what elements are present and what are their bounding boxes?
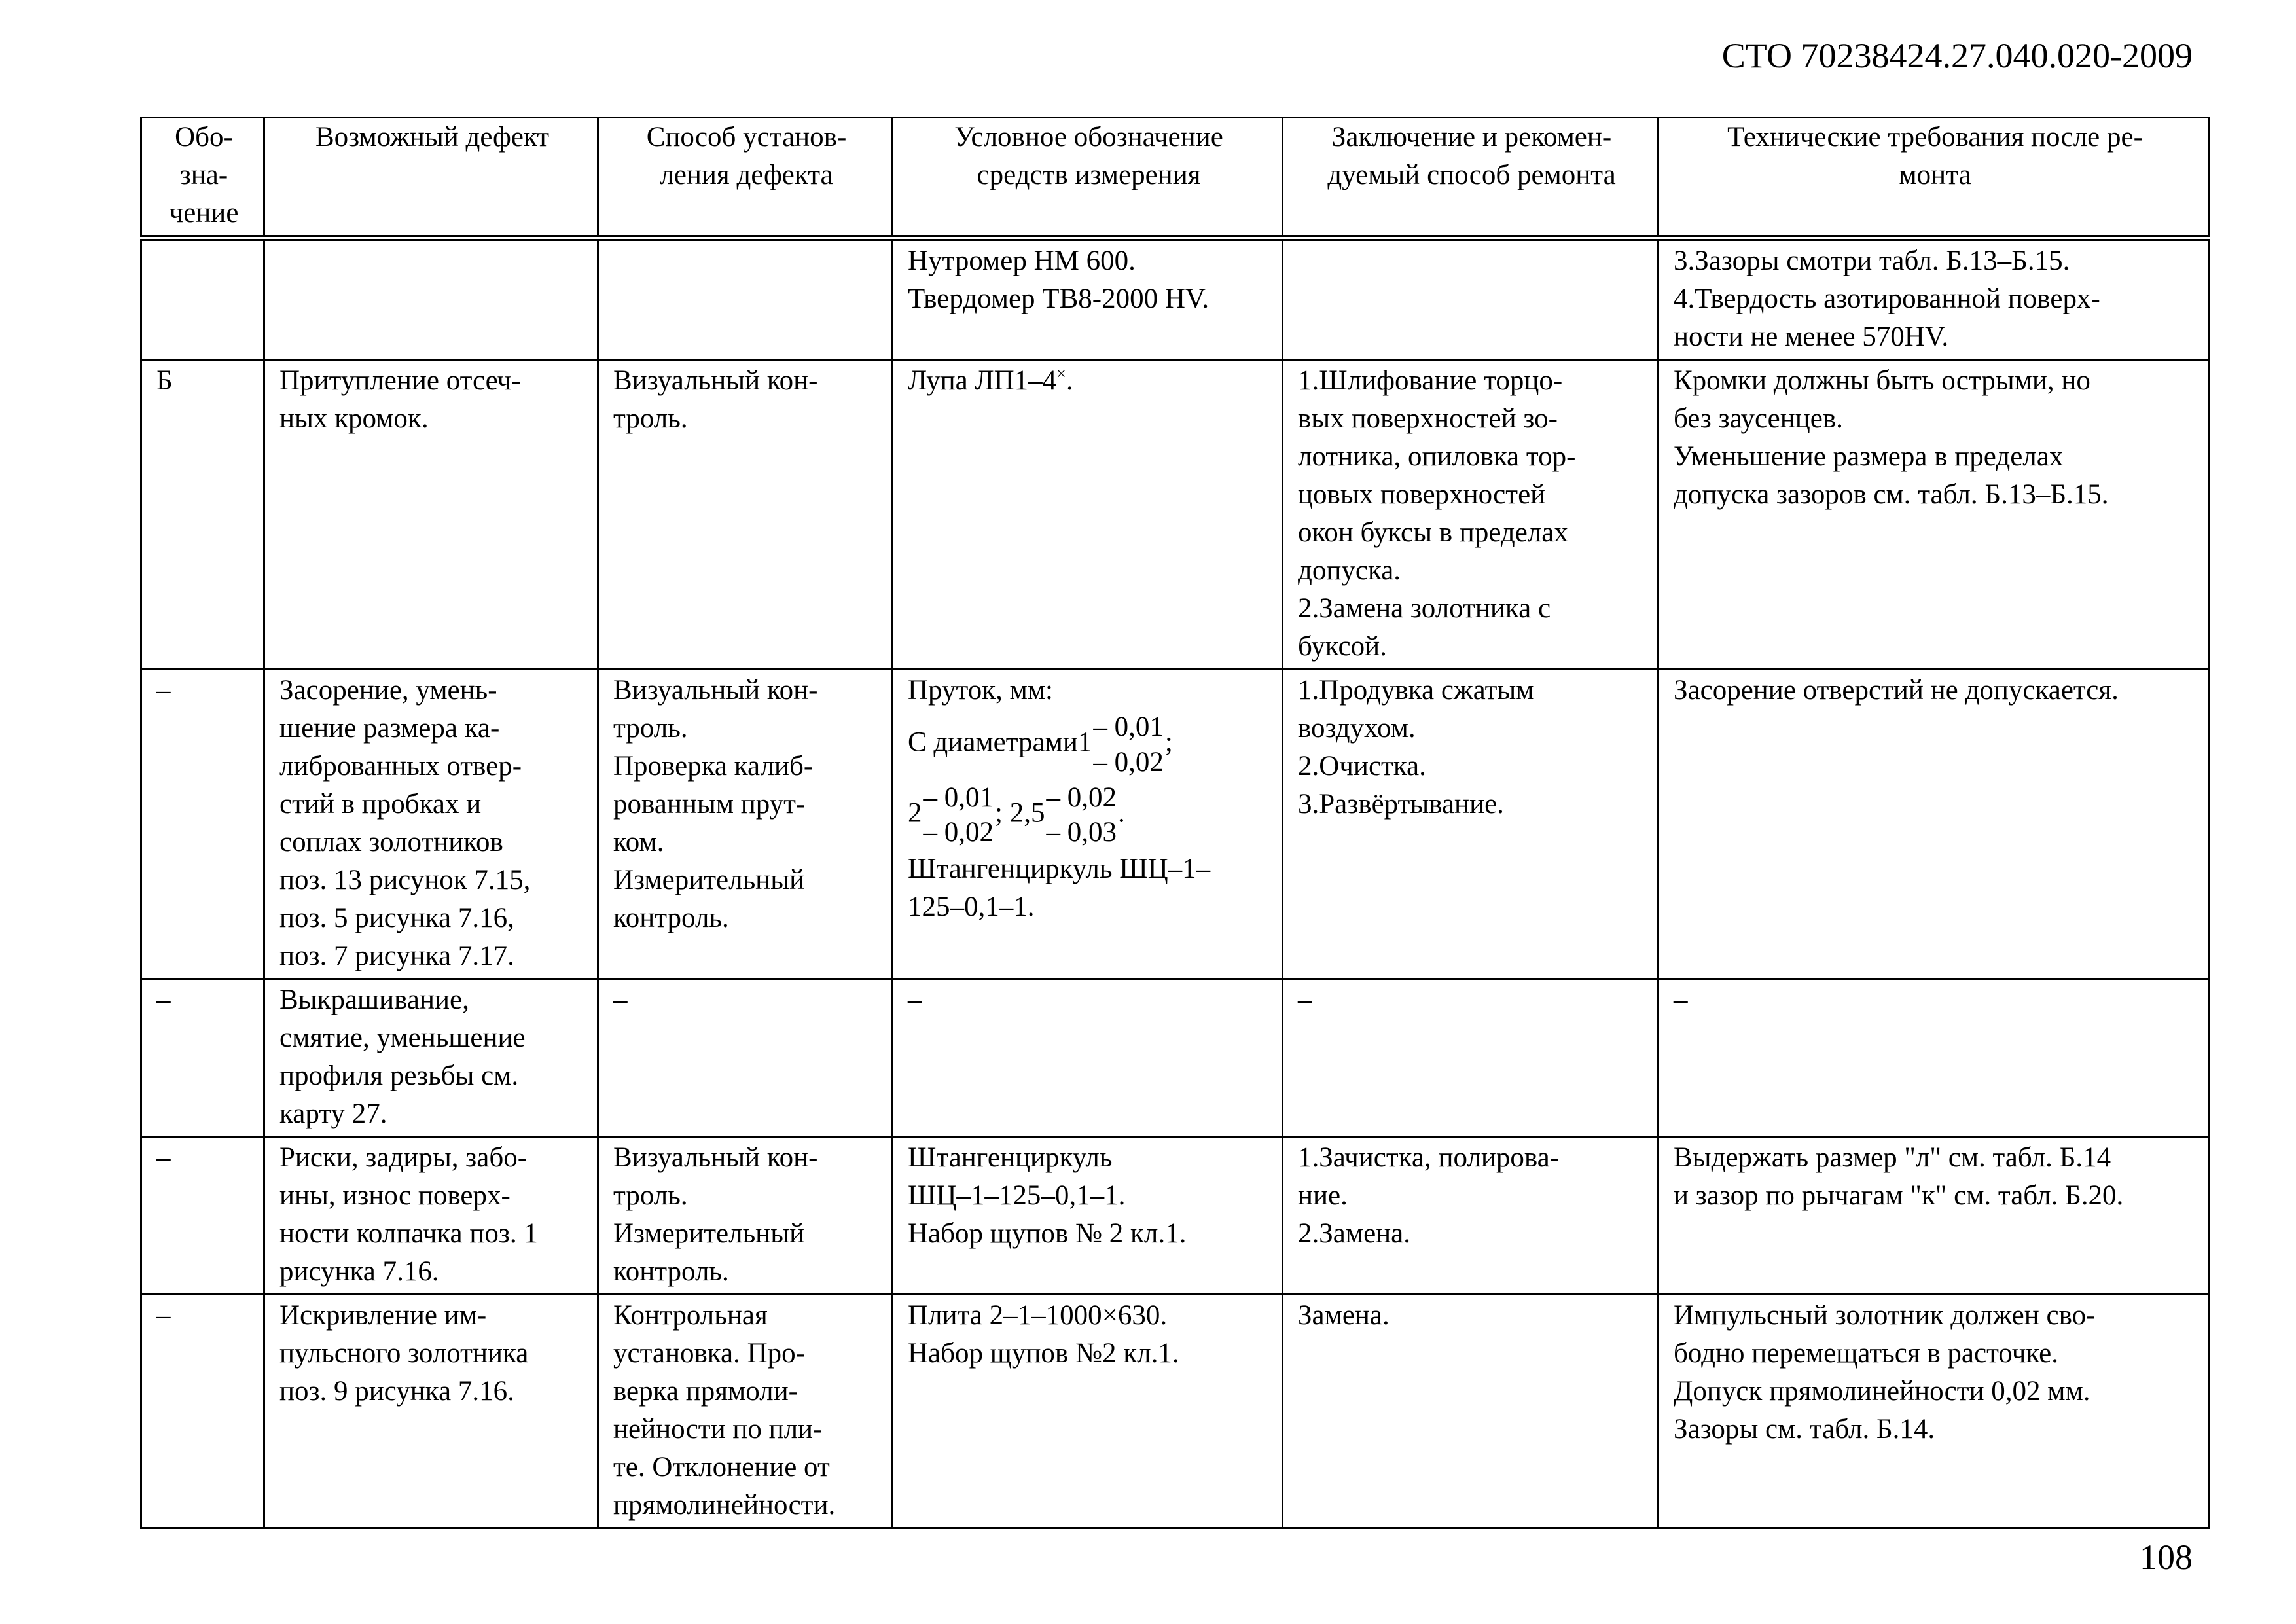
text-line: 125–0,1–1. — [908, 892, 1035, 922]
text-line: верка прямоли- — [613, 1376, 798, 1407]
text-line: либрованных отвер- — [279, 751, 522, 782]
cell-requirements — [1659, 979, 2210, 1137]
cell-instruments — [893, 238, 1283, 360]
size-nominal: 1 — [1077, 727, 1092, 758]
text-line: ления дефекта — [660, 160, 833, 190]
instrument-end: . — [1066, 365, 1073, 396]
text-line: поз. 13 рисунок 7.15, — [279, 865, 531, 895]
page-number: 108 — [2140, 1538, 2193, 1577]
text-line: чение — [169, 198, 239, 228]
text-line: Выдержать размер "л" см. табл. Б.14 — [1674, 1142, 2111, 1173]
text-line: контроль. — [613, 1256, 729, 1287]
col-header-repair — [1283, 118, 1659, 238]
cell-method — [598, 979, 893, 1137]
text-line: поз. 5 рисунка 7.16, — [279, 903, 514, 933]
text-line: троль. — [613, 713, 688, 744]
text-line: – — [1674, 984, 1688, 1015]
text-line: Штангенциркуль ШЦ–1– — [908, 854, 1211, 884]
col-header-requirements — [1659, 118, 2210, 238]
text-line: Б — [156, 365, 173, 396]
size-line-1 — [908, 710, 1270, 780]
text-line: Штангенциркуль — [908, 1142, 1113, 1173]
text-line: 2.Замена. — [1298, 1218, 1411, 1249]
text-line: Измерительный — [613, 1218, 805, 1249]
table-row — [141, 1295, 2210, 1528]
text-line: Визуальный кон- — [613, 675, 818, 706]
text-line: Визуальный кон- — [613, 1142, 818, 1173]
text-line: Контрольная — [613, 1300, 768, 1331]
size-separator: ; — [1164, 727, 1173, 758]
text-line: 3.Зазоры смотри табл. Б.13–Б.15. — [1674, 245, 2070, 276]
text-line: средств измерения — [977, 160, 1201, 190]
text-line: Зазоры см. табл. Б.14. — [1674, 1414, 1935, 1445]
text-line: допуска. — [1298, 555, 1401, 586]
cell-defect — [264, 670, 598, 979]
cell-requirements — [1659, 1137, 2210, 1295]
cell-method — [598, 360, 893, 670]
text-line: Уменьшение размера в пределах — [1674, 441, 2064, 472]
text-line: Импульсный золотник должен сво- — [1674, 1300, 2096, 1331]
text-line: 1.Продувка сжатым — [1298, 675, 1534, 706]
tolerance-upper: – 0,01 — [923, 782, 994, 813]
text-line: Обо- — [175, 122, 233, 153]
cell-repair — [1283, 360, 1659, 670]
instrument-text: Лупа ЛП1–4 — [908, 365, 1057, 396]
tolerance-lower: – 0,02 — [923, 817, 994, 848]
cell-defect — [264, 1137, 598, 1295]
text-line: шение размера ка- — [279, 713, 500, 744]
cell-designation — [141, 979, 264, 1137]
text-line: пульсного золотника — [279, 1338, 529, 1369]
text-line: и зазор по рычагам "к" см. табл. Б.20. — [1674, 1180, 2124, 1211]
text-line: Нутромер НМ 600. — [908, 245, 1136, 276]
cell-repair — [1283, 238, 1659, 360]
text-line: поз. 7 рисунка 7.17. — [279, 941, 514, 971]
text-line: 4.Твердость азотированной поверх- — [1674, 283, 2100, 314]
text-line: Условное обозначение — [954, 122, 1223, 153]
diameters-label: С диаметрами — [908, 727, 1078, 758]
text-line: профиля резьбы см. — [279, 1060, 519, 1091]
cell-designation — [141, 670, 264, 979]
col-header-designation — [141, 118, 264, 238]
text-line: троль. — [613, 403, 688, 434]
cell-repair — [1283, 670, 1659, 979]
text-line: – — [156, 1300, 171, 1331]
text-line: ности не менее 570HV. — [1674, 321, 1949, 352]
text-line: буксой. — [1298, 631, 1387, 662]
cell-requirements — [1659, 1295, 2210, 1528]
cell-repair — [1283, 1295, 1659, 1528]
text-line: Набор щупов № 2 кл.1. — [908, 1218, 1187, 1249]
text-line: без заусенцев. — [1674, 403, 1843, 434]
text-line: Твердомер ТВ8-2000 HV. — [908, 283, 1210, 314]
text-line: Выкрашивание, — [279, 984, 469, 1015]
text-line: Засорение отверстий не допускается. — [1674, 675, 2119, 706]
text-line: Притупление отсеч- — [279, 365, 521, 396]
text-line: те. Отклонение от — [613, 1452, 830, 1483]
text-line: дуемый способ ремонта — [1327, 160, 1616, 190]
text-line: 3.Развёртывание. — [1298, 789, 1504, 820]
cell-method — [598, 1137, 893, 1295]
text-line: цовых поверхностей — [1298, 479, 1546, 510]
tolerance-lower: – 0,03 — [1046, 817, 1117, 848]
text-line: – — [908, 984, 922, 1015]
cell-repair — [1283, 1137, 1659, 1295]
text-line: – — [1298, 984, 1312, 1015]
text-line: Замена. — [1298, 1300, 1390, 1331]
text-line: – — [613, 984, 628, 1015]
cell-requirements — [1659, 670, 2210, 979]
tolerance-upper: – 0,02 — [1046, 782, 1117, 813]
table-row — [141, 1137, 2210, 1295]
text-line: Набор щупов №2 кл.1. — [908, 1338, 1179, 1369]
text-line: Засорение, умень- — [279, 675, 497, 706]
cell-instruments — [893, 670, 1283, 979]
magnification-mark: × — [1056, 364, 1066, 384]
document-code: СТО 70238424.27.040.020-2009 — [1721, 36, 2193, 75]
text-line: рисунка 7.16. — [279, 1256, 439, 1287]
cell-designation — [141, 238, 264, 360]
size-nominal: 2 — [908, 797, 922, 829]
cell-instruments — [893, 979, 1283, 1137]
text-line: ины, износ поверх- — [279, 1180, 511, 1211]
text-line: вых поверхностей зо- — [1298, 403, 1558, 434]
text-line: Заключение и рекомен- — [1331, 122, 1612, 153]
text-line: окон буксы в пределах — [1298, 517, 1568, 548]
text-line: воздухом. — [1298, 713, 1416, 744]
text-line: монта — [1899, 160, 1971, 190]
tolerance-upper: – 0,01 — [1093, 712, 1164, 742]
size-line-2 — [908, 780, 1270, 851]
text-line: Измерительный — [613, 865, 805, 895]
text-line: нейности по пли- — [613, 1414, 823, 1445]
text-line: лотника, опиловка тор- — [1298, 441, 1576, 472]
text-line: Искривление им- — [279, 1300, 487, 1331]
text-line: Проверка калиб- — [613, 751, 814, 782]
table-row — [141, 238, 2210, 360]
text-line: прямолинейности. — [613, 1490, 836, 1521]
cell-method — [598, 1295, 893, 1528]
text-line: 2.Замена золотника с — [1298, 593, 1551, 624]
text-line: контроль. — [613, 903, 729, 933]
cell-instruments — [893, 360, 1283, 670]
cell-method — [598, 238, 893, 360]
text-line: ных кромок. — [279, 403, 429, 434]
tolerance-lower: – 0,02 — [1093, 746, 1164, 778]
size-separator: . — [1117, 797, 1125, 829]
text-line: установка. Про- — [613, 1338, 806, 1369]
text-line: Визуальный кон- — [613, 365, 818, 396]
cell-defect — [264, 979, 598, 1137]
cell-designation — [141, 1137, 264, 1295]
text-line: поз. 9 рисунка 7.16. — [279, 1376, 514, 1407]
text-line: смятие, уменьшение — [279, 1022, 526, 1053]
text-line: ние. — [1298, 1180, 1348, 1211]
text-line: Риски, задиры, забо- — [279, 1142, 528, 1173]
size-separator: ; — [995, 797, 1003, 829]
text-line: Способ установ- — [646, 122, 847, 153]
size-nominal: 2,5 — [1009, 797, 1045, 829]
table-row — [141, 979, 2210, 1137]
text-line: ШЦ–1–125–0,1–1. — [908, 1180, 1126, 1211]
tolerance-fraction — [1093, 710, 1164, 780]
col-header-defect — [264, 118, 598, 238]
cell-defect — [264, 1295, 598, 1528]
instrument-tail — [908, 850, 1270, 926]
text-line: зна- — [179, 160, 228, 190]
col-header-method — [598, 118, 893, 238]
text-line: 1.Шлифование торцо- — [1298, 365, 1563, 396]
cell-instruments — [893, 1295, 1283, 1528]
text-line: – — [156, 675, 171, 706]
cell-designation — [141, 1295, 264, 1528]
table-row — [141, 670, 2210, 979]
cell-defect — [264, 238, 598, 360]
text-line: ком. — [613, 827, 664, 857]
tolerance-fraction — [1046, 780, 1117, 851]
table-header — [141, 118, 2210, 238]
instrument-intro: Пруток, мм: — [908, 675, 1053, 706]
cell-defect — [264, 360, 598, 670]
cell-instruments — [893, 1137, 1283, 1295]
text-line: рованным прут- — [613, 789, 806, 820]
text-line: бодно перемещаться в расточке. — [1674, 1338, 2058, 1369]
cell-designation — [141, 360, 264, 670]
text-line: Технические требования после ре- — [1727, 122, 2143, 153]
text-line: – — [156, 1142, 171, 1173]
text-line: карту 27. — [279, 1098, 387, 1129]
header-row — [141, 118, 2210, 238]
text-line: Возможный дефект — [315, 122, 550, 153]
table-row — [141, 360, 2210, 670]
text-line: допуска зазоров см. табл. Б.13–Б.15. — [1674, 479, 2109, 510]
tolerance-fraction — [924, 780, 994, 851]
text-line: соплах золотников — [279, 827, 503, 857]
text-line: Допуск прямолинейности 0,02 мм. — [1674, 1376, 2090, 1407]
text-line: троль. — [613, 1180, 688, 1211]
text-line: 2.Очистка. — [1298, 751, 1426, 782]
cell-requirements — [1659, 360, 2210, 670]
text-line: Плита 2–1–1000×630. — [908, 1300, 1168, 1331]
col-header-instruments — [893, 118, 1283, 238]
text-line: стий в пробках и — [279, 789, 482, 820]
defects-table — [140, 117, 2210, 1529]
text-line: Кромки должны быть острыми, но — [1674, 365, 2090, 396]
text-line: – — [156, 984, 171, 1015]
cell-repair — [1283, 979, 1659, 1137]
text-line: 1.Зачистка, полирова- — [1298, 1142, 1560, 1173]
cell-requirements — [1659, 238, 2210, 360]
text-line: ности колпачка поз. 1 — [279, 1218, 538, 1249]
cell-method — [598, 670, 893, 979]
